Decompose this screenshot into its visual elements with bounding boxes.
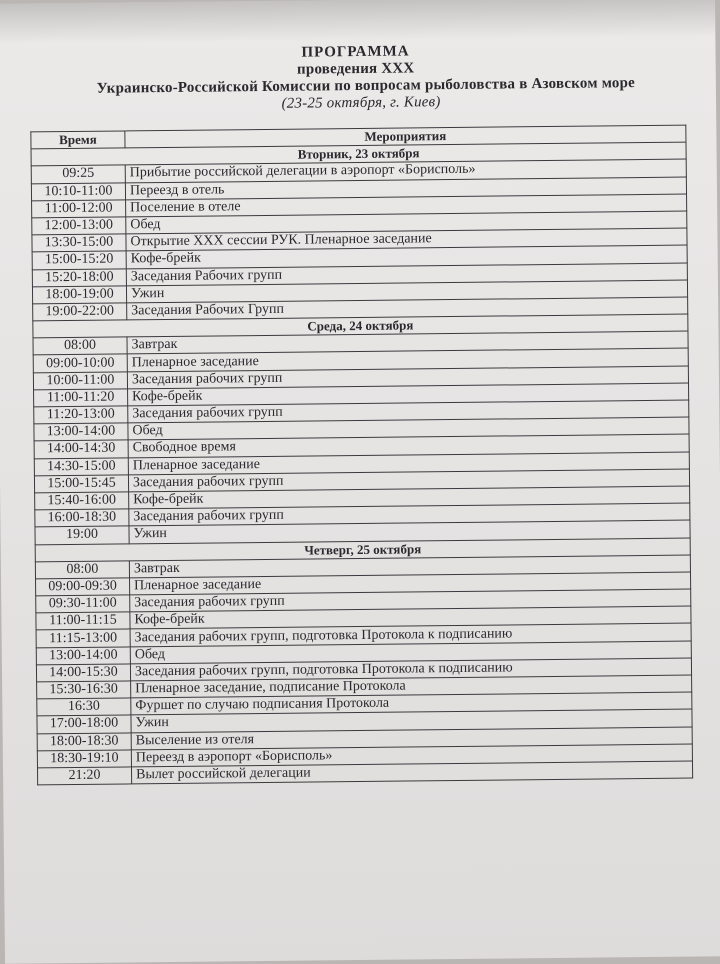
event-cell: Поселение в отеле <box>126 194 687 217</box>
document-title: ПРОГРАММА <box>301 43 410 61</box>
time-cell: 17:00-18:00 <box>37 715 131 733</box>
event-cell: Выселение из отеля <box>131 727 692 750</box>
time-cell: 14:00-14:30 <box>34 440 128 458</box>
time-cell: 10:10-11:00 <box>31 183 125 201</box>
time-cell: 15:30-16:30 <box>37 681 131 699</box>
time-cell: 11:00-11:15 <box>36 612 130 630</box>
time-cell: 14:00-15:30 <box>36 664 130 682</box>
event-cell: Заседания рабочих групп, подготовка Протокола к подписанию <box>130 658 691 681</box>
event-cell: Заседания рабочих групп, подготовка Протокола к подписанию <box>130 623 691 646</box>
time-cell: 10:00-11:00 <box>33 372 127 390</box>
time-cell: 18:00-19:00 <box>32 286 126 304</box>
time-cell: 18:00-18:30 <box>37 732 131 750</box>
event-cell: Кофе-брейк <box>126 245 687 268</box>
time-cell: 08:00 <box>35 561 129 579</box>
event-cell: Заседания Рабочих групп <box>126 263 687 286</box>
commission-name: Украинско-Российской Комиссии по вопросам рыболовства в Азовском море <box>96 75 636 97</box>
event-cell: Переезд в аэропорт «Борисполь» <box>131 744 692 767</box>
time-cell: 15:00-15:20 <box>32 251 126 269</box>
time-cell: 12:00-13:00 <box>32 217 126 235</box>
event-cell: Кофе-брейк <box>128 383 689 406</box>
event-cell: Обед <box>126 211 687 234</box>
time-cell: 15:20-18:00 <box>32 268 126 286</box>
time-cell: 18:30-19:10 <box>37 750 131 768</box>
event-cell: Обед <box>130 641 691 664</box>
event-cell: Заседания рабочих групп <box>128 469 689 492</box>
day-title: Вторник, 23 октября <box>31 142 686 166</box>
program-table <box>30 125 693 786</box>
page-shadow <box>0 0 715 44</box>
time-cell: 09:25 <box>31 165 125 183</box>
event-cell: Обед <box>128 417 689 440</box>
time-cell: 09:00-10:00 <box>33 354 127 372</box>
dates-location: (23-25 октября, г. Киев) <box>281 94 441 112</box>
time-cell: 11:00-12:00 <box>32 200 126 218</box>
event-cell: Открытие XXX сессии РУК. Пленарное заседание <box>126 228 687 251</box>
event-cell: Ужин <box>129 520 690 543</box>
day-title: Среда, 24 октября <box>33 314 688 338</box>
time-cell: 16:30 <box>37 698 131 716</box>
event-cell: Пленарное заседание <box>130 572 691 595</box>
time-cell: 11:00-11:20 <box>34 389 128 407</box>
event-cell: Кофе-брейк <box>129 486 690 509</box>
document-subtitle: проведения XXX <box>296 60 415 78</box>
time-cell: 16:00-18:30 <box>35 509 129 527</box>
event-cell: Кофе-брейк <box>130 606 691 629</box>
event-cell: Фуршет по случаю подписания Протокола <box>131 692 692 715</box>
time-cell: 21:20 <box>37 767 131 785</box>
event-cell: Пленарное заседание <box>127 348 688 371</box>
event-cell: Заседания рабочих групп <box>128 400 689 423</box>
event-cell: Ужин <box>131 709 692 732</box>
time-cell: 13:00-14:00 <box>34 423 128 441</box>
column-header-time: Время <box>31 131 125 149</box>
time-cell: 15:40-16:00 <box>35 492 129 510</box>
event-cell: Заседания рабочих групп <box>129 503 690 526</box>
time-cell: 15:00-15:45 <box>34 475 128 493</box>
time-cell: 11:15-13:00 <box>36 629 130 647</box>
event-cell: Завтрак <box>129 555 690 578</box>
day-title: Четверг, 25 октября <box>35 538 690 562</box>
event-cell: Вылет российской делегации <box>131 761 692 784</box>
event-cell: Переезд в отель <box>125 177 686 200</box>
event-cell: Прибытие российской делегации в аэропорт «Борисполь» <box>125 159 686 182</box>
event-cell: Заседания рабочих групп <box>130 589 691 612</box>
document-header <box>0 40 716 116</box>
time-cell: 19:00-22:00 <box>33 303 127 321</box>
event-cell: Свободное время <box>128 434 689 457</box>
time-cell: 13:00-14:00 <box>36 647 130 665</box>
time-cell: 19:00 <box>35 526 129 544</box>
time-cell: 14:30-15:00 <box>34 457 128 475</box>
time-cell: 09:00-09:30 <box>36 578 130 596</box>
event-cell: Пленарное заседание <box>128 452 689 475</box>
time-cell: 08:00 <box>33 337 127 355</box>
time-cell: 13:30-15:00 <box>32 234 126 252</box>
column-header-events: Мероприятия <box>125 125 686 148</box>
event-cell: Ужин <box>126 280 687 303</box>
event-cell: Завтрак <box>127 331 688 354</box>
program-body <box>31 142 693 785</box>
event-cell: Пленарное заседание, подписание Протокола <box>131 675 692 698</box>
time-cell: 09:30-11:00 <box>36 595 130 613</box>
time-cell: 11:20-13:00 <box>34 406 128 424</box>
event-cell: Заседания рабочих групп <box>127 366 688 389</box>
event-cell: Заседания Рабочих Групп <box>127 297 688 320</box>
